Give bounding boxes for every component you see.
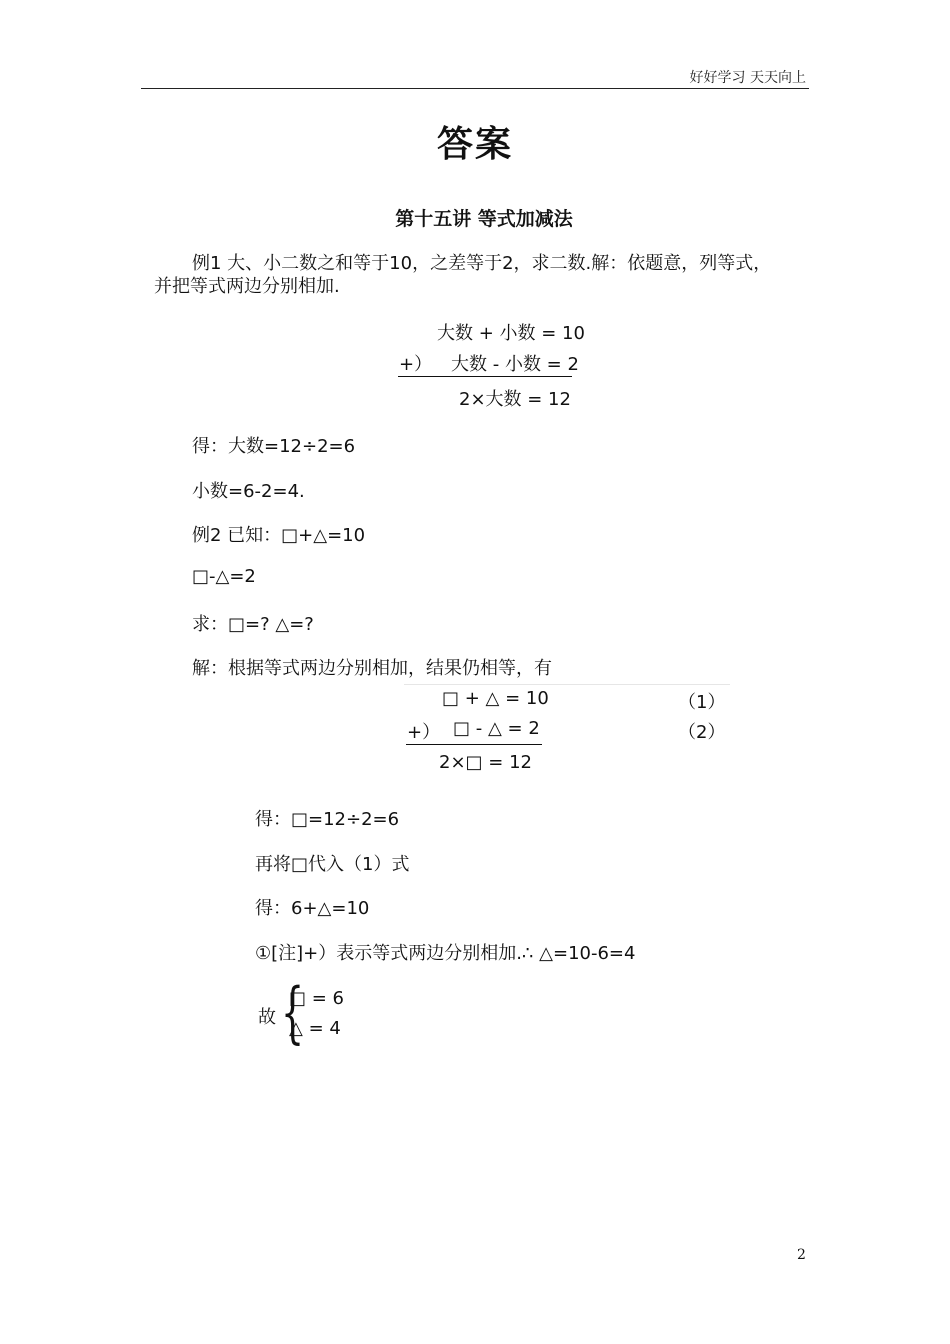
ex2-equation-sum: 2×□ = 12	[439, 752, 532, 773]
lecture-subtitle: 第十五讲 等式加减法	[395, 208, 573, 230]
ex2-given-1: 例2 已知：□+△=10	[192, 525, 366, 546]
example1-line1: 例1 大、小二数之和等于10，之差等于2，求二数.解：依题意，列等式，	[192, 253, 772, 274]
ex2-equation-1-tag: （1）	[678, 692, 726, 713]
ex2-result-sum: 得：6+△=10	[255, 898, 370, 919]
ex1-result-large: 得：大数=12÷2=6	[192, 436, 356, 457]
conclusion-label: 故	[258, 1007, 276, 1028]
conclusion-square: □ = 6	[289, 988, 344, 1009]
header-rule	[141, 88, 809, 89]
ex2-result-square: 得：□=12÷2=6	[255, 809, 400, 830]
ex1-equation-1: 大数 + 小数 = 10	[437, 323, 585, 344]
ex2-equation-frame-top	[404, 684, 730, 685]
ex1-result-small: 小数=6-2=4.	[192, 481, 305, 502]
ex1-sum-rule	[398, 376, 572, 377]
ex2-equation-2-tag: （2）	[678, 722, 726, 743]
ex2-sum-rule	[406, 744, 542, 745]
example1-line2: 并把等式两边分别相加.	[154, 276, 340, 297]
ex1-equation-sum: 2×大数 = 12	[459, 389, 571, 410]
ex2-solution-intro: 解：根据等式两边分别相加，结果仍相等，有	[192, 658, 552, 679]
ex2-given-2: □-△=2	[192, 566, 256, 587]
ex1-equation-2: 大数 - 小数 = 2	[451, 354, 579, 375]
ex2-substitute: 再将□代入（1）式	[255, 854, 410, 875]
ex2-note: ①[注]+）表示等式两边分别相加.∴ △=10-6=4	[255, 943, 636, 964]
ex2-equation-2: □ - △ = 2	[453, 718, 540, 739]
ex2-plus-operator: +）	[407, 722, 441, 743]
conclusion-triangle: △ = 4	[289, 1018, 341, 1039]
ex1-plus-operator: +）	[399, 354, 433, 375]
conclusion-brace: {	[281, 974, 305, 1051]
ex2-question: 求：□=? △=?	[192, 614, 314, 635]
page-number: 2	[797, 1247, 806, 1263]
ex2-equation-1: □ + △ = 10	[442, 688, 549, 709]
page-title: 答案	[436, 124, 513, 165]
page-header: 好好学习 天天向上	[689, 70, 806, 86]
